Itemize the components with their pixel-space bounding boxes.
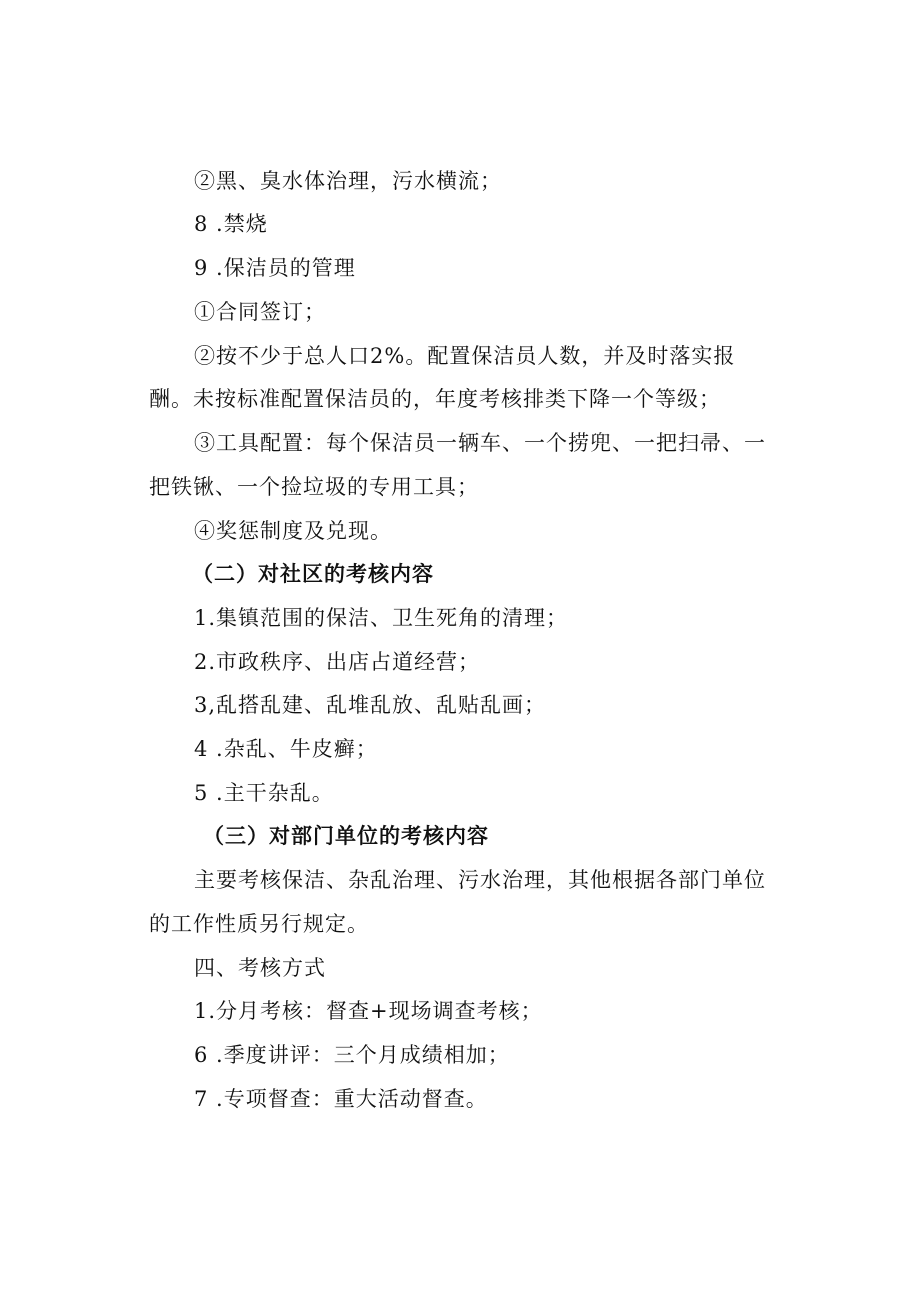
section-heading-departments: （三）对部门单位的考核内容 [203,823,489,848]
item-cleaner-staffing-cont: 酬。未按标准配置保洁员的，年度考核排类下降一个等级； [149,387,721,411]
item-community-4: 4 .杂乱、牛皮癣； [194,737,378,761]
item-8-burning-ban: 8 .禁烧 [194,212,268,236]
item-community-3: 3,乱搭乱建、乱堆乱放、乱贴乱画； [194,693,547,717]
item-cleaner-staffing-start: ②按不少于总人口2%。配置保洁员人数，并及时落实报 [194,344,736,368]
paragraph-department-assessment-start: 主要考核保洁、杂乱治理、污水治理，其他根据各部门单位 [194,868,766,892]
item-tool-configuration-cont: 把铁锹、一个捡垃圾的专用工具； [149,475,479,499]
item-9-cleaner-management: 9 .保洁员的管理 [194,256,356,280]
item-special-inspection: 7 .专项督查：重大活动督查。 [194,1087,488,1111]
paragraph-department-assessment-cont: 的工作性质另行规定。 [149,912,369,936]
item-tool-configuration-start: ③工具配置：每个保洁员一辆车、一个捞兜、一把扫帚、一 [194,431,766,455]
item-quarterly-review: 6 .季度讲评：三个月成绩相加； [194,1043,510,1067]
section-heading-assessment-method: 四、考核方式 [194,956,326,980]
item-black-odorous-water: ②黑、臭水体治理，污水横流； [194,169,502,193]
item-monthly-assessment: 1.分月考核：督查+现场调查考核； [194,999,543,1023]
item-community-1: 1.集镇范围的保洁、卫生死角的清理； [194,606,569,630]
item-community-5: 5 .主干杂乱。 [194,781,334,805]
item-reward-punishment: ④奖惩制度及兑现。 [194,519,392,543]
section-heading-community: （二）对社区的考核内容 [192,561,434,586]
item-community-2: 2.市政秩序、出店占道经营； [194,650,481,674]
item-contract-signing: ①合同签订； [194,300,326,324]
